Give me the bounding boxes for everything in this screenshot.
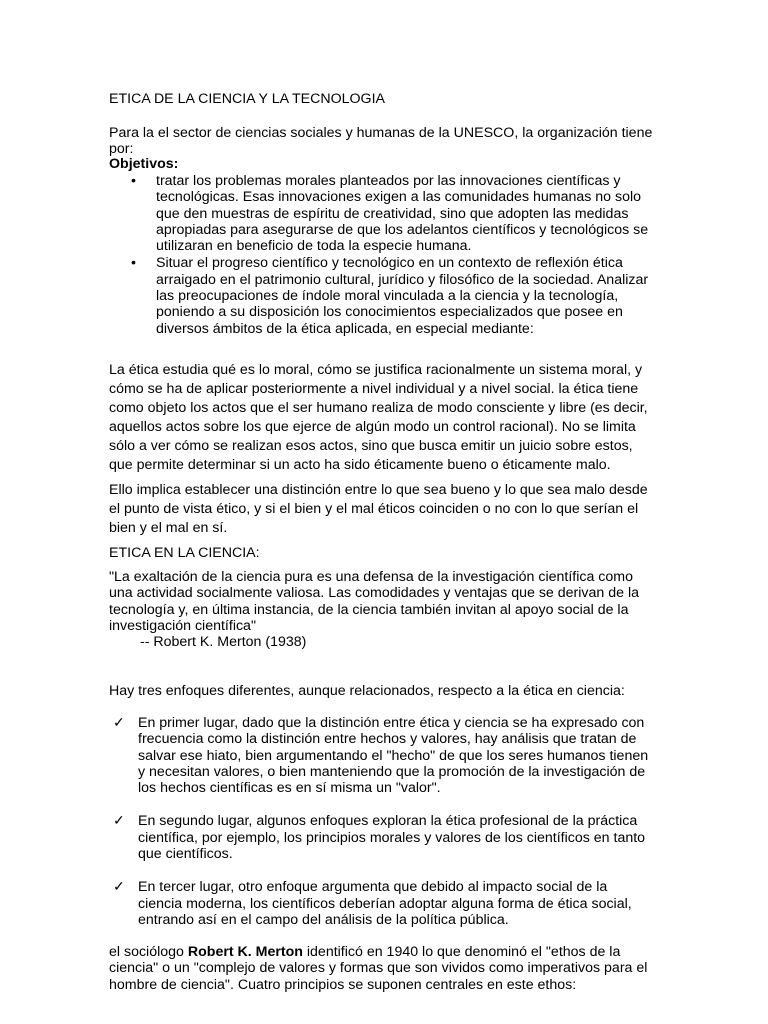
objective-text: Situar el progreso científico y tecnológico en un contexto de reflexión ética arraigado en el patrimonio cultural, jurídico y filosófico de la sociedad. Analizar las preocupaciones de índole moral vinculada a la ciencia y la tecnología, poniendo a su disposición los conocimientos especializados que posee en diversos ámbitos de la ética aplicada, en especial mediante: bbox=[156, 255, 649, 337]
objectives-list bbox=[109, 173, 654, 338]
checkmark-icon: ✓ bbox=[113, 813, 125, 830]
approach-item bbox=[109, 715, 654, 796]
objective-item bbox=[109, 173, 654, 254]
approach-text: En segundo lugar, algunos enfoques exploran la ética profesional de la práctica científica, por ejemplo, los principios morales y valores de los científicos en tanto que científicos. bbox=[138, 813, 646, 863]
approach-item bbox=[109, 813, 654, 862]
objective-item bbox=[109, 255, 654, 336]
objective-text: tratar los problemas morales planteados por las innovaciones científicas y tecnológicas. Esas innovaciones exigen a las comunidades humanas no solo que den muestras de espíritu de creatividad, sino que adopten las medidas apropiadas para asegurarse de que los adelantos científicos y tecnológicos se utilizaran en beneficio de toda la especie humana. bbox=[156, 173, 649, 255]
approaches-intro: Hay tres enfoques diferentes, aunque relacionados, respecto a la ética en ciencia: bbox=[109, 683, 625, 699]
ethics-paragraph: La ética estudia qué es lo moral, cómo se justifica racionalmente un sistema moral, y cómo se ha de aplicar posteriormente a nivel individual y a nivel social. la ética tiene como objeto los actos que el ser humano realiza de modo consciente y libre (es decir, aquellos actos sobre los que ejerce de algún modo un control racional). No se limita sólo a ver cómo se realizan esos actos, sino que busca emitir un juicio sobre estos, que permite determinar si un acto ha sido éticamente bueno o éticamente malo. bbox=[109, 362, 648, 473]
quote-text: "La exaltación de la ciencia pura es una defensa de la investigación científica como una actividad socialmente valiosa. Las comodidades y ventajas que se derivan de la tecnología y, en última instancia, de la ciencia también invitan al apoyo social de la investigación científica" bbox=[109, 569, 639, 634]
ethics-distinction-paragraph: Ello implica establecer una distinción entre lo que sea bueno y lo que sea malo desde el punto de vista ético, y si el bien y el mal éticos coinciden o no con lo que serían el bien y el mal en sí. bbox=[109, 482, 648, 536]
document-title: ETICA DE LA CIENCIA Y LA TECNOLOGIA bbox=[109, 91, 385, 107]
approaches-list bbox=[109, 715, 654, 928]
checkmark-icon: ✓ bbox=[113, 715, 125, 731]
intro-paragraph: Para la el sector de ciencias sociales y humanas de la UNESCO, la organización tiene por: bbox=[109, 125, 653, 158]
approach-item bbox=[109, 879, 654, 928]
checkmark-icon: ✓ bbox=[113, 879, 125, 896]
merton-prefix: el sociólogo bbox=[109, 944, 188, 960]
merton-ethos-paragraph bbox=[109, 944, 654, 993]
merton-quote bbox=[109, 569, 654, 650]
approach-text: En tercer lugar, otro enfoque argumenta que debido al impacto social de la ciencia moderna, los científicos deberían adoptar alguna forma de ética social, entrando así en el campo del análisis de la política pública. bbox=[138, 879, 632, 928]
bullet-icon: • bbox=[131, 173, 136, 189]
bullet-icon: • bbox=[131, 255, 136, 272]
objectives-heading: Objetivos: bbox=[109, 156, 179, 172]
approach-text: En primer lugar, dado que la distinción entre ética y ciencia se ha expresado con frecuencia como la distinción entre hechos y valores, hay análisis que tratan de salvar ese hiato, bien argumentando el "hecho" de que los seres humanos tienen y necesitan valores, o bien manteniendo que la promoción de la investigación de los hechos científicas es en sí misma un "valor". bbox=[138, 715, 649, 797]
merton-name: Robert K. Merton bbox=[187, 944, 303, 960]
quote-attribution: -- Robert K. Merton (1938) bbox=[140, 634, 307, 651]
merton-rest: identificó en 1940 lo que denominó el "ethos de la ciencia" o un "complejo de valores y formas que son vividos como imperativos para el hombre de ciencia". Cuatro principios se suponen centrales en este ethos: bbox=[109, 944, 648, 993]
section-heading-ethics-in-science: ETICA EN LA CIENCIA: bbox=[109, 545, 260, 561]
